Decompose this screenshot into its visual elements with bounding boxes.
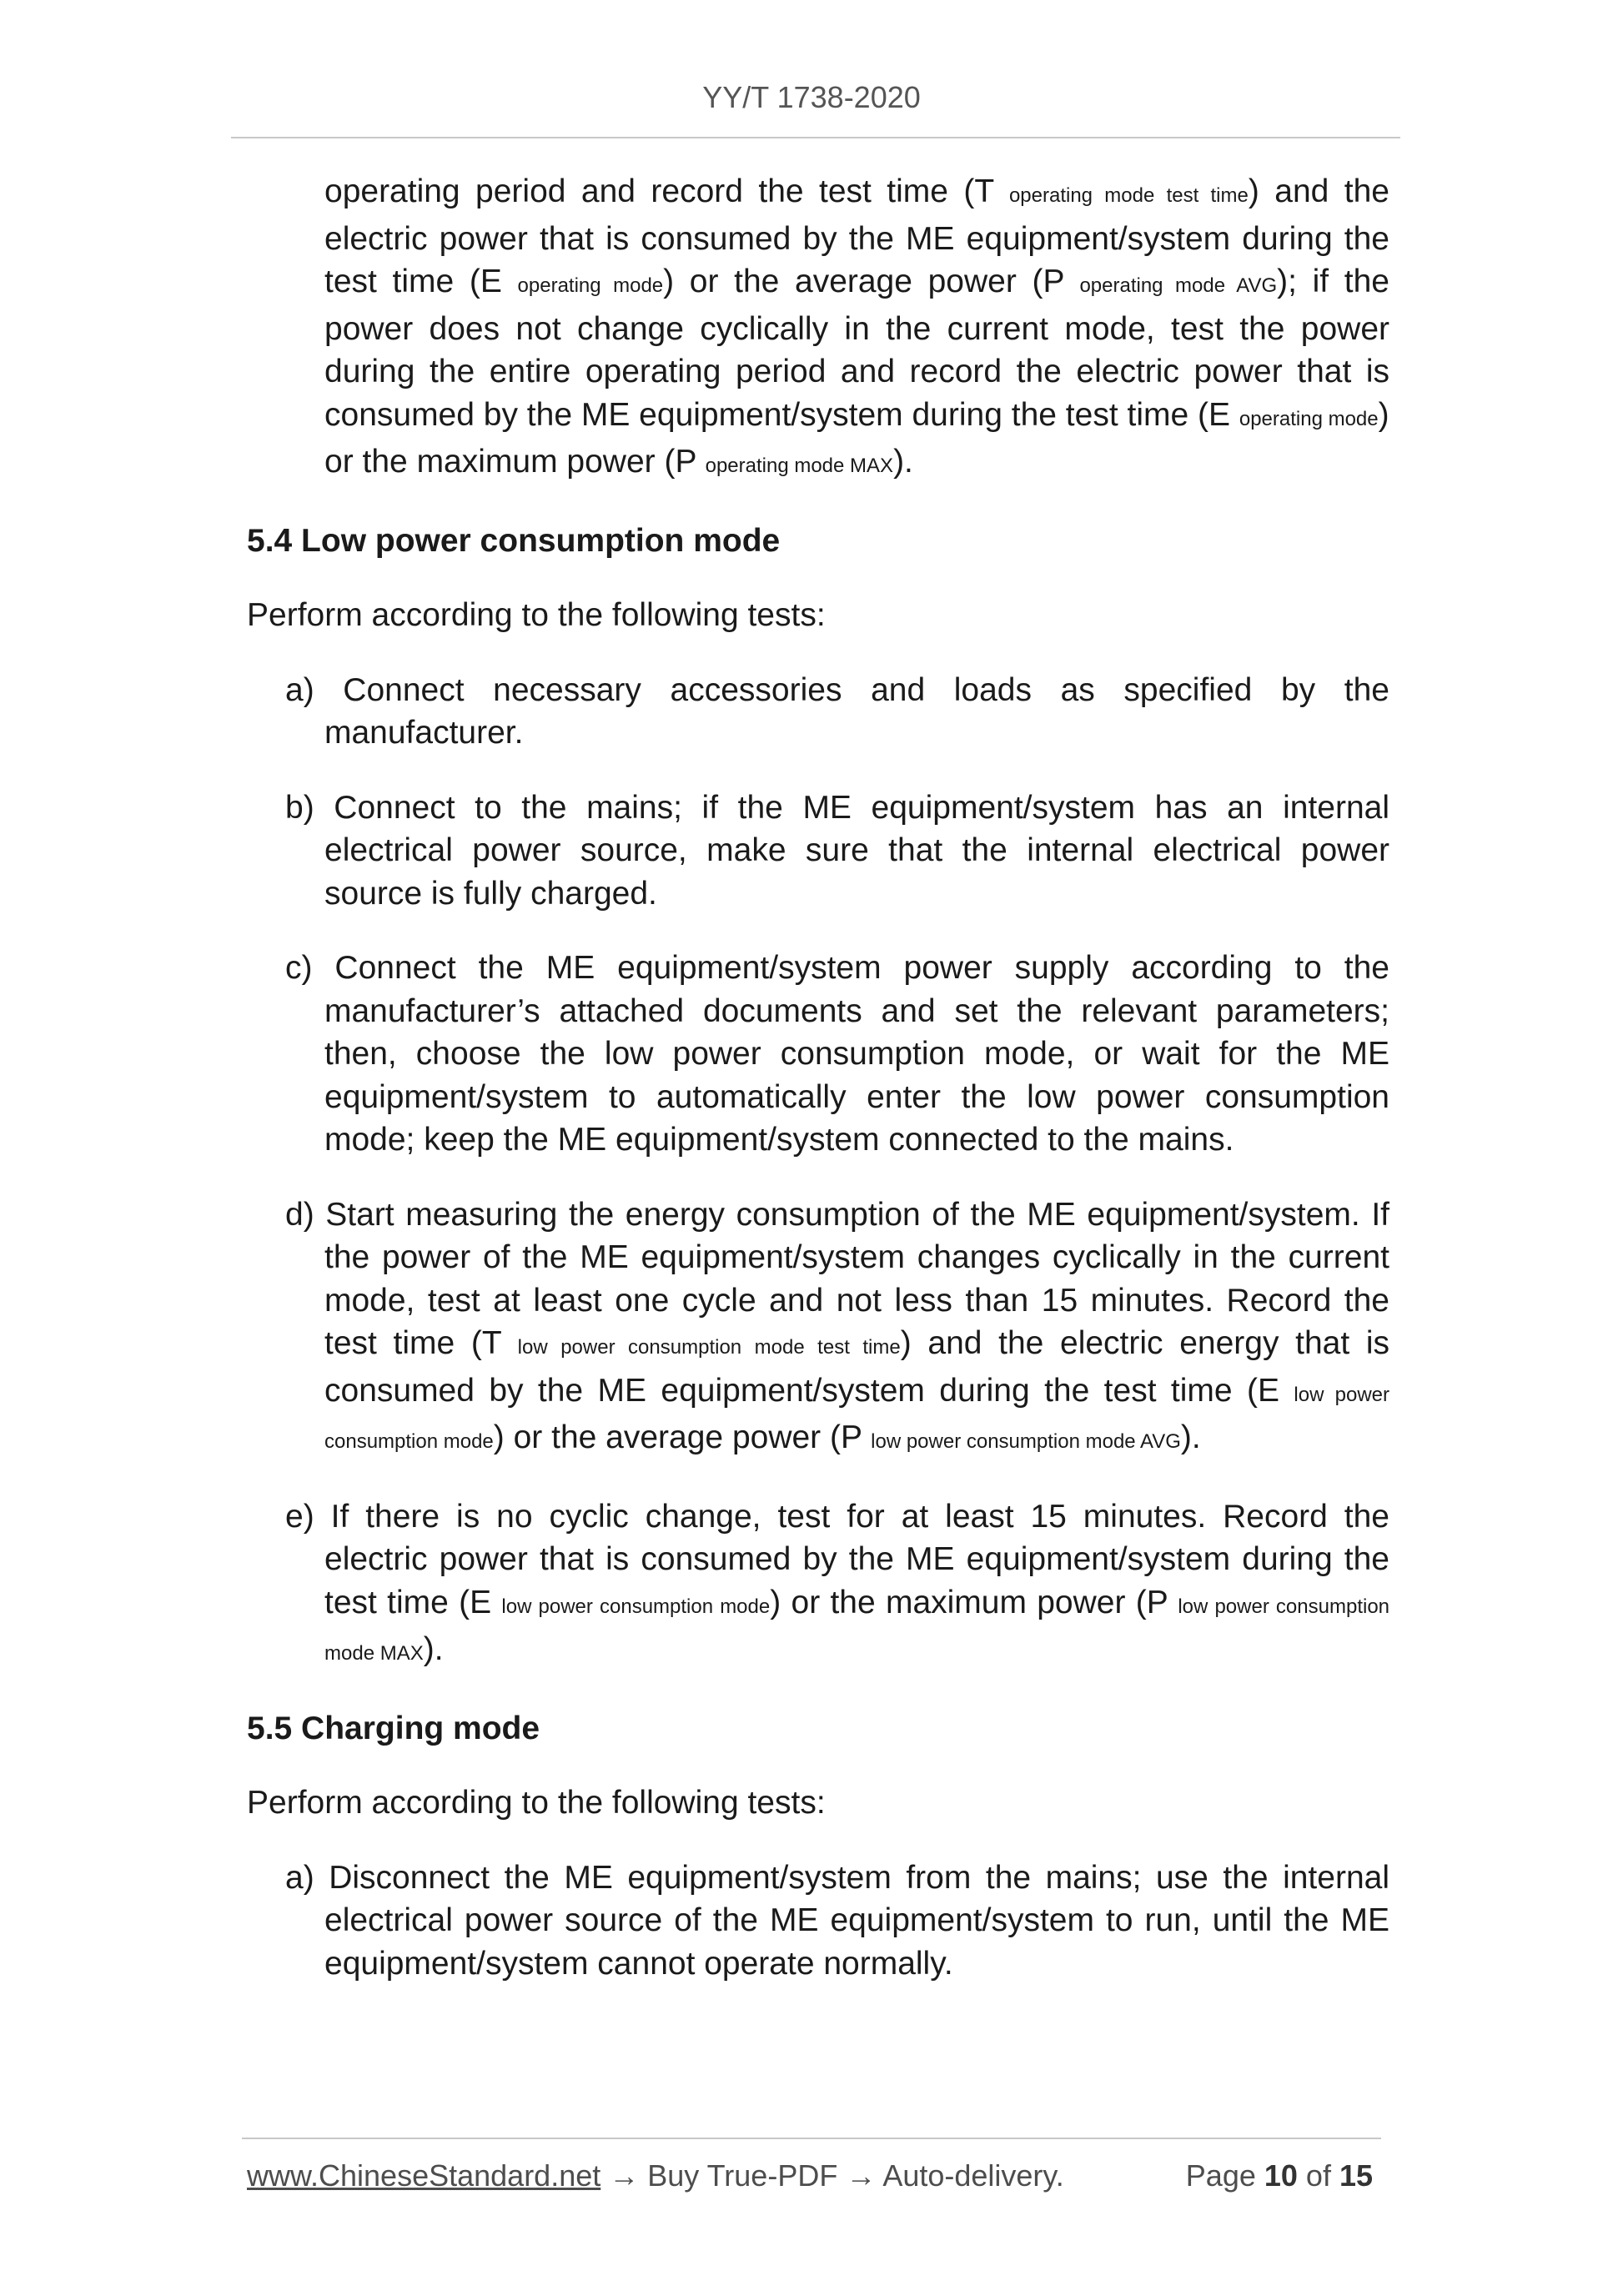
section-5-4-item-a: a) Connect necessary accessories and loads as specified by the manufacturer. [285,671,1389,751]
item-e-sub-1: low power consumption mode [501,1595,771,1618]
item-d-sub-1: low power consumption mode test time [517,1336,901,1359]
footer-divider [242,2138,1381,2139]
page-number [1186,2158,1373,2193]
item-d-sub-2: low power consumption mode [324,1383,1390,1453]
section-5-4-item-b: b) Connect to the mains; if the ME equipment/system has an internal electrical power source, make sure that the internal electrical power source is fully charged. [285,789,1389,912]
item-e-text-1: e) If there is no cyclic change, test for at least 15 minutes. Record the electric power that is consumed by the ME equipment/system during the test time (E [285,1498,1389,1620]
page-label: Page [1185,2158,1264,2193]
intro-sub-2: operating mode [517,274,664,297]
intro-text-7: ). [893,444,913,480]
header-standard-number: YY/T 1738-2020 [702,80,921,114]
item-d-text-1: d) Start measuring the energy consumption of the ME equipment/system. If the power of the ME equipment/system changes cyclically in the current mode, test at least one cycle and not less than 15 minutes. Record the test time (T [285,1196,1389,1361]
section-5-4-item-e [247,1495,1389,1676]
chinese-standard-link[interactable]: www.ChineseStandard.net [247,2158,601,2193]
header-divider [231,137,1400,138]
item-e-text-2: ) or the maximum power (P [770,1584,1178,1620]
section-5-4-lead: Perform according to the following tests: [247,597,826,633]
item-e-sub-2: low power consumption mode MAX [324,1595,1390,1665]
section-5-5-heading: 5.5 Charging mode [247,1710,540,1746]
intro-sub-4: operating mode [1239,407,1379,430]
item-d-text-3: ) or the average power (P [493,1419,872,1455]
current-page-number: 10 [1264,2158,1298,2193]
intro-paragraph [324,170,1389,440]
footer-promo [247,2158,1064,2193]
intro-sub-6: operating mode MAX [705,455,894,477]
intro-last-line [324,440,1389,488]
item-e-text-3: ). [423,1631,444,1667]
item-d-text-4: ). [1180,1419,1201,1455]
section-5-5-item-a: a) Disconnect the ME equipment/system from the mains; use the internal electrical power source of the ME equipment/system to run, until the ME equipment/system cannot operate normally. [285,1859,1389,1982]
intro-sub-1: operating mode test time [1008,184,1249,207]
intro-text-3: ) or the average power (P [663,264,1080,299]
intro-sub-3: operating mode AVG [1079,274,1278,297]
document-body [247,170,1389,1985]
intro-text-1: operating period and record the test time (T [324,173,1009,209]
footer-promo-text: → Buy True-PDF → Auto-delivery. [600,2158,1064,2193]
section-5-4-heading: 5.4 Low power consumption mode [247,522,781,559]
section-5-5-lead: Perform according to the following tests: [247,1785,826,1821]
intro-text-6: or the maximum power (P [324,444,706,480]
intro-text-2: ) and the electric power that is consumed by the ME equipment/system during the test time (E [324,173,1389,299]
item-d-sub-3: low power consumption mode AVG [871,1430,1181,1453]
of-label: of [1297,2158,1339,2193]
intro-text-5: ) [1378,396,1389,433]
item-d-text-2: ) and the electric energy that is consumed by the ME equipment/system during the test time (E [324,1325,1390,1409]
total-page-number: 15 [1339,2158,1373,2193]
intro-text-4: ); if the power does not change cyclically in the current mode, test the power during the entire operating period and record the electric power that is consumed by the ME equipment/system during the test time (E [324,264,1390,433]
section-5-4-item-d [247,1193,1389,1464]
section-5-4-item-c: c) Connect the ME equipment/system power supply according to the manufacturer’s attached documents and set the relevant parameters; then, choose the low power consumption mode, or wait for the ME equipment/system to automatically enter the low power consumption mode; keep the ME equipment/system connected to the mains. [285,950,1389,1158]
